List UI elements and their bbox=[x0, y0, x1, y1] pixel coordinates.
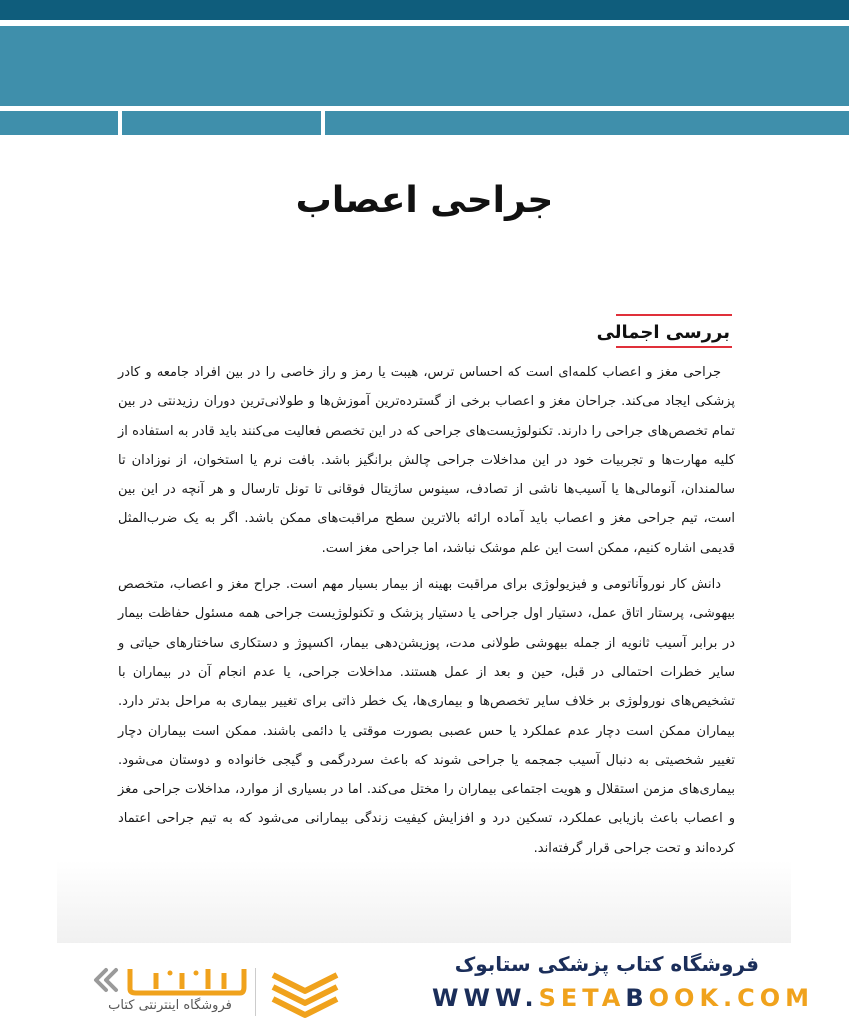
logo-divider bbox=[255, 968, 256, 1016]
heading-rule-top bbox=[616, 314, 732, 316]
section-heading-block bbox=[595, 314, 732, 348]
url-part-seta: SETA bbox=[538, 984, 626, 1012]
section-heading: بررسی اجمالی bbox=[596, 322, 730, 343]
chapter-title: جراحی اعصاب bbox=[295, 180, 554, 221]
heading-rule-bottom bbox=[616, 346, 732, 348]
paragraph-1: جراحی مغز و اعصاب کلمه‌ای است که احساس ترس، هیبت یا رمز و راز خاصی را در بین افراد جامعه و کادر پزشکی ایجاد می‌کند. جراحان مغز و اعصاب برخی از گسترده‌ترین آموزش‌ها و طولانی‌ترین دوران رزیدنتی در بین تمام تخصص‌های جراحی را دارند. تکنولوژیست‌های جراحی که در این تخصص فعالیت می‌کنند باید قادر به استفاده از کلیه مهارت‌ها و تجربیات خود در این مداخلات جراحی چالش برانگیز باشد. بافت نرم یا استخوان، از نوزادان تا سالمندان، آنومالی‌ها یا آسیب‌ها ناشی از تصادف، سینوس ساژیتال فوقانی تا تونل تارسال و هر آنچه در این بین است، تیم جراحی مغز و اعصاب باید آماده ارائه بالاترین سطح مراقبت‌های ممکن باشد. اگر به یک ضرب‌المثل قدیمی اشاره کنیم، ممکن است این علم موشک نباشد، اما جراحی مغز است. bbox=[118, 365, 735, 556]
page-fade-overlay bbox=[57, 860, 791, 943]
book-logo-icon bbox=[265, 965, 345, 1019]
url-part-suffix: OOK.COM bbox=[648, 984, 815, 1012]
body-text bbox=[118, 358, 735, 863]
url-part-b: B bbox=[625, 984, 649, 1012]
header-band bbox=[0, 26, 849, 106]
top-accent-bar bbox=[0, 0, 849, 20]
header-stripe-right bbox=[325, 111, 849, 135]
url-part-prefix: WWW. bbox=[432, 984, 539, 1012]
store-url[interactable] bbox=[432, 984, 815, 1012]
header-stripe-left bbox=[0, 111, 118, 135]
brand-wordmark-logo bbox=[90, 963, 250, 997]
logo-tagline: فروشگاه اینترنتی کتاب bbox=[108, 998, 232, 1013]
header-stripe-middle bbox=[122, 111, 321, 135]
paragraph-2: دانش کار نوروآناتومی و فیزیولوژی برای مراقبت بهینه از بیمار بسیار مهم است. جراح مغز و اعصاب، متخصص بیهوشی، پرستار اتاق عمل، دستیار اول جراحی یا دستیار پزشک و تکنولوژیست جراحی همه مسئول حفاظت بیمار در برابر آسیب ثانویه از جمله بیهوشی طولانی مدت، پوزیشن‌دهی بیمار، اکسپوژ و دستکاری ساختارهای حیاتی و سایر خطرات احتمالی در قبل، حین و بعد از عمل هستند. مداخلات جراحی، یا عدم انجام آن در بیماران با تشخیص‌های نورولوژی بر خلاف سایر تخصص‌ها و بیماری‌ها، یک خطر ذاتی برای تغییر بیماری به مراحل بدتر دارد. بیماران ممکن است دچار عدم عملکرد یا حس عصبی بصورت موقتی یا دائمی باشند. ممکن است بیماران دچار تغییر شخصیتی به دنبال آسیب جمجمه یا جراحی شوند که باعث سردرگمی و گیجی خانواده و دوستان می‌شود. بیماری‌های مزمن استقلال و هویت اجتماعی بیماران را مختل می‌کند. اما در بسیاری از موارد، مداخلات جراحی مغز و اعصاب باعث بازیابی عملکرد، تسکین درد و افزایش کیفیت زندگی بیمارانی می‌شود که به تیم جراحی اعتماد کرده‌اند و تحت جراحی قرار گرفته‌اند. bbox=[118, 577, 735, 856]
store-name: فروشگاه کتاب پزشکی ستابوک bbox=[454, 952, 759, 976]
